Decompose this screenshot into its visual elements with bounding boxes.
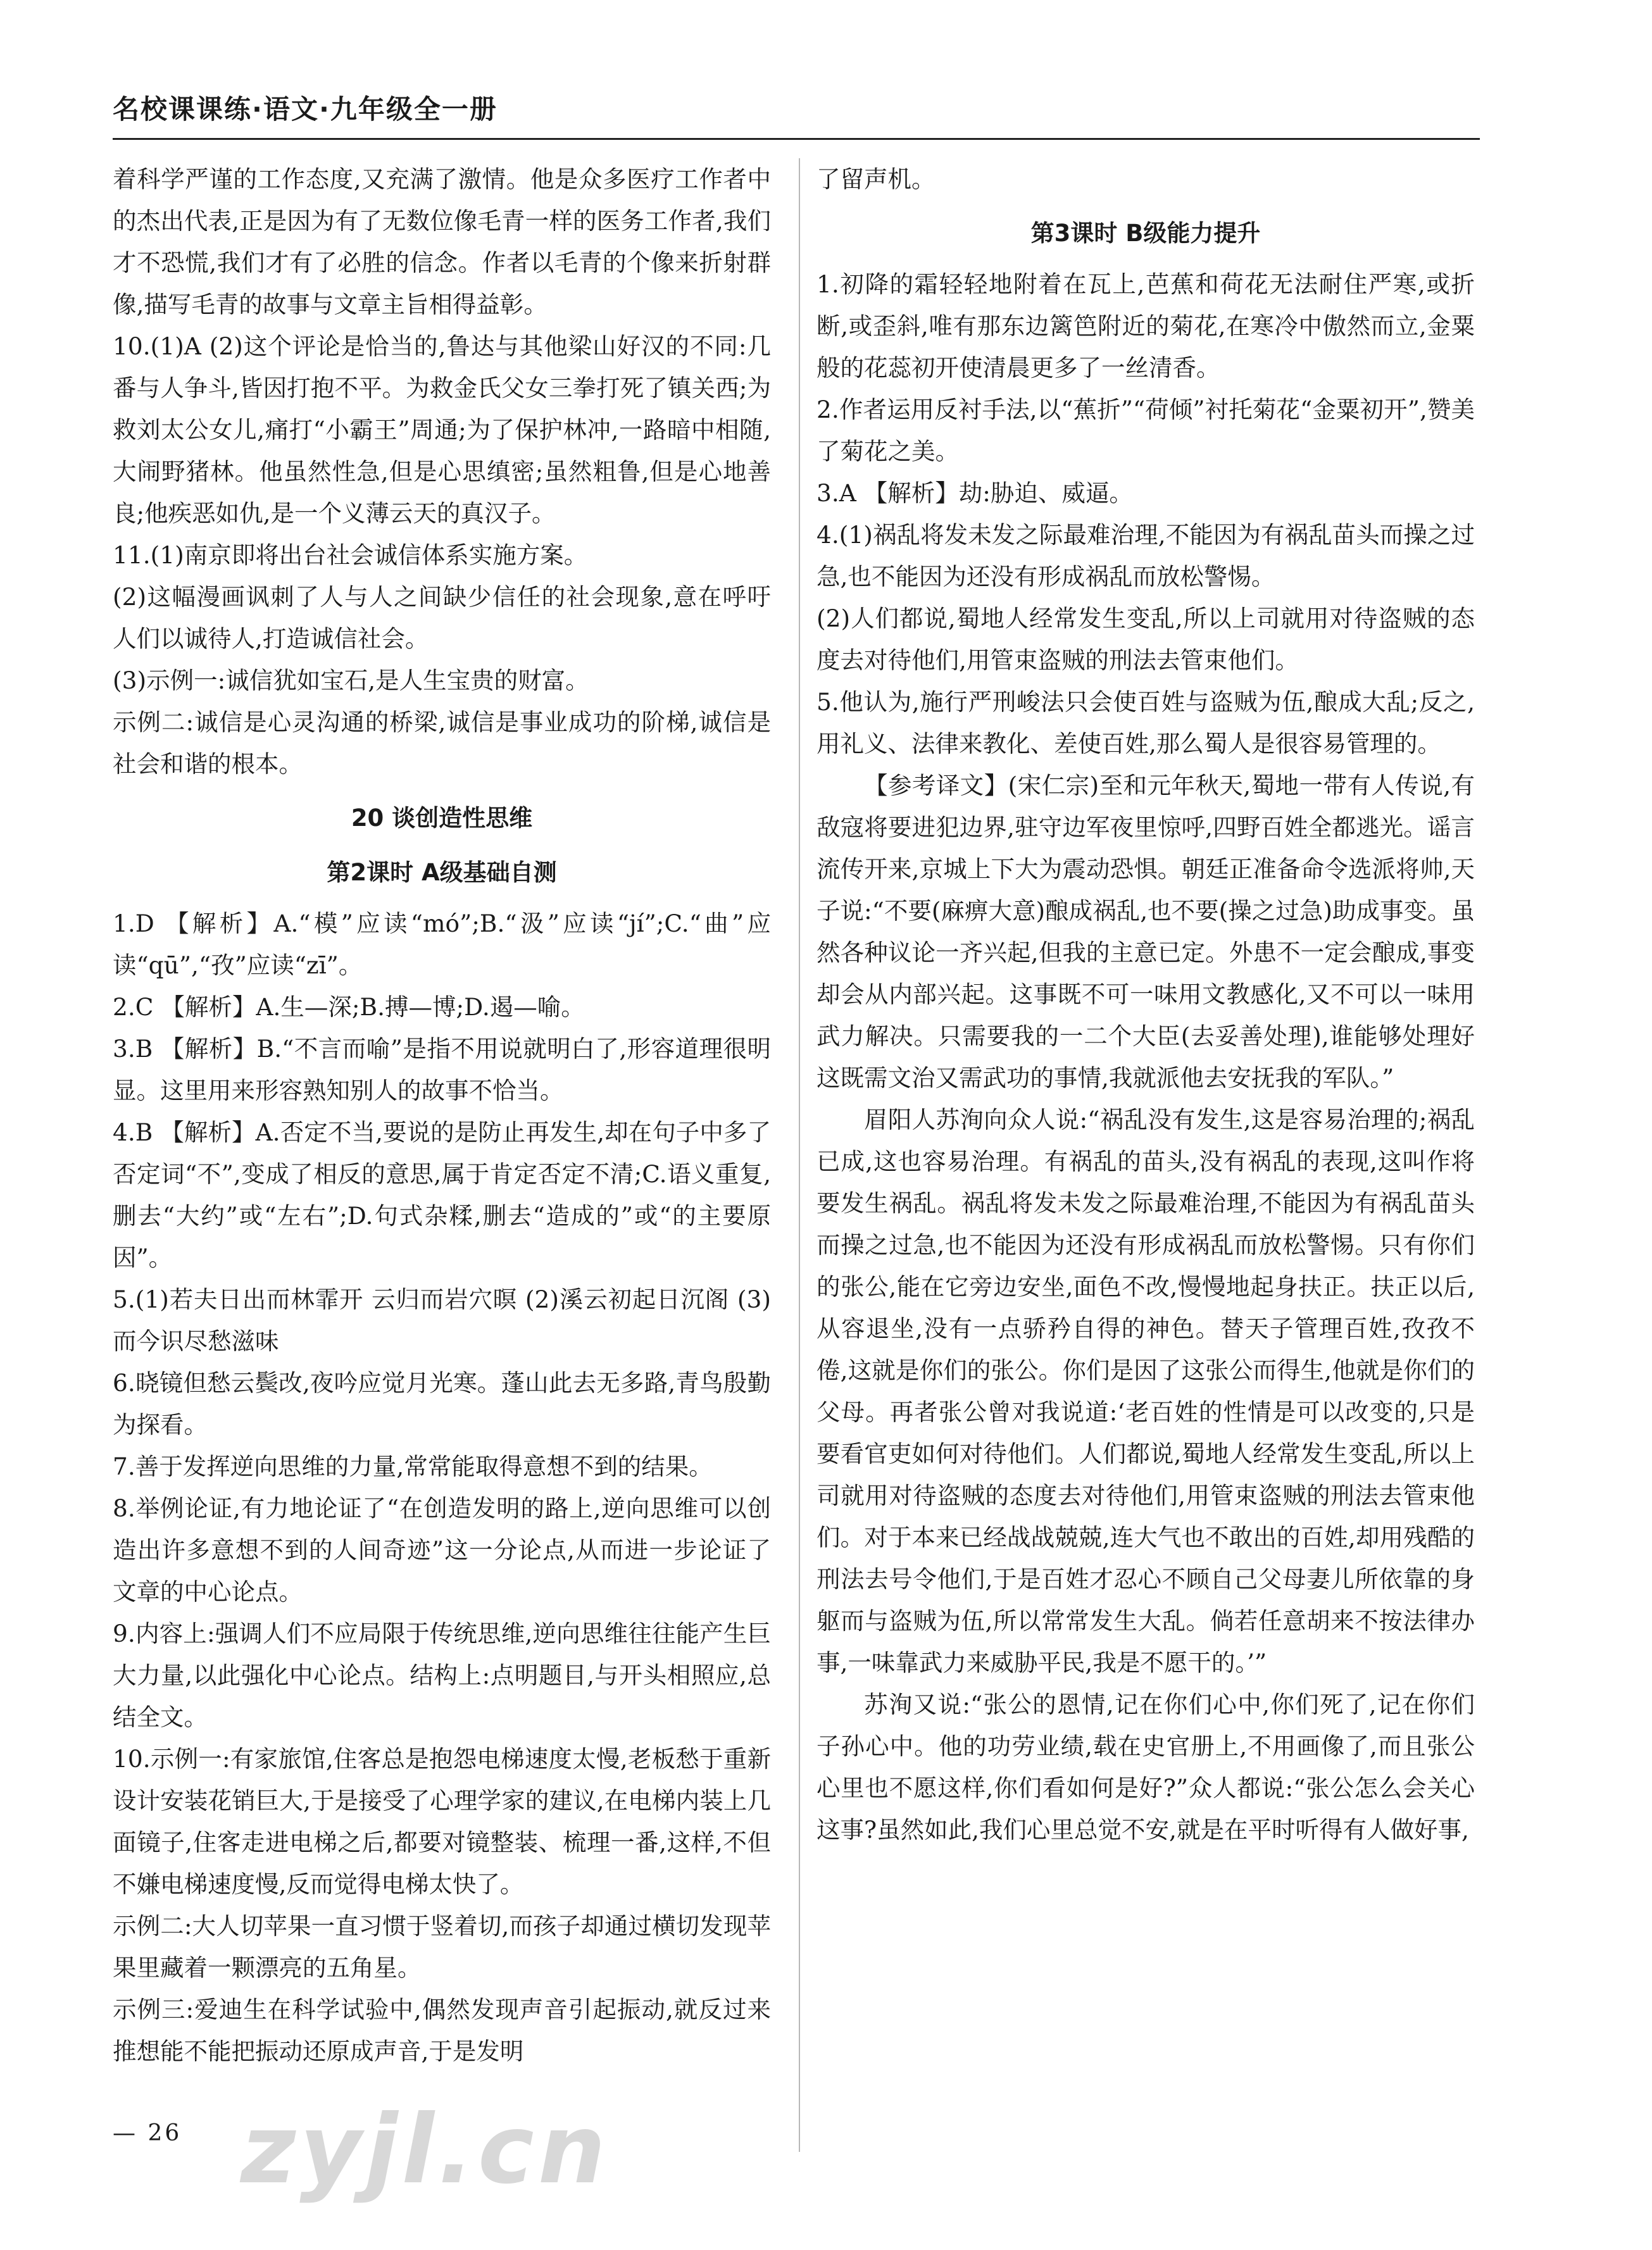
continuation-text: 了留声机。	[817, 165, 936, 193]
answer-item: 4.(1)祸乱将发未发之际最难治理,不能因为有祸乱苗头而操之过急,也不能因为还没有形成祸乱而放松警惕。	[817, 521, 1475, 591]
answer-item: 2.作者运用反衬手法,以“蕉折”“荷倾”衬托菊花“金粟初开”,赞美了菊花之美。	[817, 396, 1475, 465]
answer-item: 5.(1)若夫日出而林霏开 云归而岩穴暝 (2)溪云初起日沉阁 (3)而今识尽愁滋味	[113, 1285, 771, 1355]
translation-paragraph: 苏洵又说:“张公的恩情,记在你们心中,你们死了,记在你们子孙心中。他的功劳业绩,载在史官册上,不用画像了,而且张公心里也不愿这样,你们看如何是好?”众人都说:“张公怎么会关心这事?虽然如此,我们心里总觉不安,就是在平时听得有人做好事,	[817, 1691, 1475, 1844]
answer-item: 1.初降的霜轻轻地附着在瓦上,芭蕉和荷花无法耐住严寒,或折断,或歪斜,唯有那东边篱笆附近的菊花,在寒冷中傲然而立,金粟般的花蕊初开使清晨更多了一丝清香。	[817, 270, 1475, 382]
answer-paragraph: 着科学严谨的工作态度,又充满了激情。他是众多医疗工作者中的杰出代表,正是因为有了无数位像毛青一样的医务工作者,我们才不恐慌,我们才有了必胜的信念。作者以毛青的个像来折射群像,描写毛青的故事与文章主旨相得益彰。	[113, 165, 771, 318]
lesson-title: 第3课时 B级能力提升	[1030, 220, 1261, 247]
answer-paragraph: 10.(1)A (2)这个评论是恰当的,鲁达与其他梁山好汉的不同:几番与人争斗,皆因打抱不平。为救金氏父女三拳打死了镇关西;为救刘太公女儿,痛打“小霸王”周通;为了保护林冲,一路暗中相随,大闹野猪林。他虽然性急,但是心思缜密;虽然粗鲁,但是心地善良;他疾恶如仇,是一个义薄云天的真汉子。	[113, 332, 771, 527]
translation-paragraph: 眉阳人苏洵向众人说:“祸乱没有发生,这是容易治理的;祸乱已成,这也容易治理。有祸乱的苗头,没有祸乱的表现,这叫作将要发生祸乱。祸乱将发未发之际最难治理,不能因为有祸乱苗头而操之过急,也不能因为还没有形成祸乱而放松警惕。只有你们的张公,能在它旁边安坐,面色不改,慢慢地起身扶正。扶正以后,从容退坐,没有一点骄矜自得的神色。替天子管理百姓,孜孜不倦,这就是你们的张公。你们是因了这张公而得生,他就是你们的父母。再者张公曾对我说道:‘老百姓的性情是可以改变的,只是要看官吏如何对待他们。人们都说,蜀地人经常发生变乱,所以上司就用对待盗贼的态度去对待他们,用管束盗贼的刑法去管束他们。对于本来已经战战兢兢,连大气也不敢出的百姓,却用残酷的刑法去号令他们,于是百姓才忍心不顾自己父母妻儿所依靠的身躯而与盗贼为伍,所以常常发生大乱。倘若任意胡来不按法律办事,一味靠武力来威胁平民,我是不愿干的。’”	[817, 1106, 1475, 1677]
answer-item: 9.内容上:强调人们不应局限于传统思维,逆向思维往往能产生巨大力量,以此强化中心论点。结构上:点明题目,与开头相照应,总结全文。	[113, 1620, 771, 1731]
answer-item: 8.举例论证,有力地论证了“在创造发明的路上,逆向思维可以创造出许多意想不到的人间奇迹”这一分论点,从而进一步论证了文章的中心论点。	[113, 1494, 771, 1606]
left-column	[113, 158, 771, 2072]
answer-item: (2)人们都说,蜀地人经常发生变乱,所以上司就用对待盗贼的态度去对待他们,用管束盗贼的刑法去管束他们。	[817, 604, 1475, 674]
answer-item: 3.A 【解析】劫:胁迫、威逼。	[817, 479, 1133, 507]
section-title: 20 谈创造性思维	[351, 804, 533, 832]
answer-item: 5.他认为,施行严刑峻法只会使百姓与盗贼为伍,酿成大乱;反之,用礼义、法律来教化、差使百姓,那么蜀人是很容易管理的。	[817, 688, 1475, 758]
answer-paragraph: 11.(1)南京即将出台社会诚信体系实施方案。	[113, 541, 588, 569]
answer-item: 7.善于发挥逆向思维的力量,常常能取得意想不到的结果。	[113, 1453, 713, 1480]
answer-item: 6.晓镜但愁云鬓改,夜吟应觉月光寒。蓬山此去无多路,青鸟殷勤为探看。	[113, 1369, 771, 1439]
column-divider	[799, 158, 800, 2152]
answer-item: 2.C 【解析】A.生—深;B.搏—博;D.遏—喻。	[113, 993, 585, 1021]
answer-paragraph: (3)示例一:诚信犹如宝石,是人生宝贵的财富。	[113, 666, 589, 694]
answer-item: 10.示例一:有家旅馆,住客总是抱怨电梯速度太慢,老板愁于重新设计安装花销巨大,于是接受了心理学家的建议,在电梯内装上几面镜子,住客走进电梯之后,都要对镜整装、梳理一番,这样,不但不嫌电梯速度慢,反而觉得电梯太快了。	[113, 1745, 771, 1898]
answer-item: 3.B 【解析】B.“不言而喻”是指不用说就明白了,形容道理很明显。这里用来形容熟知别人的故事不恰当。	[113, 1035, 771, 1104]
page-number: — 26	[113, 2120, 182, 2146]
answer-item: 1.D 【解析】A.“模”应读“mó”;B.“汲”应读“jí”;C.“曲”应读“qū”,“孜”应读“zī”。	[113, 909, 771, 979]
answer-paragraph: 示例二:诚信是心灵沟通的桥梁,诚信是事业成功的阶梯,诚信是社会和谐的根本。	[113, 708, 771, 778]
lesson-title: 第2课时 A级基础自测	[327, 859, 557, 886]
header-rule	[113, 138, 1480, 140]
watermark: zyjl.cn	[241, 2095, 610, 2205]
answer-item: 示例三:爱迪生在科学试验中,偶然发现声音引起振动,就反过来推想能不能把振动还原成声音,于是发明	[113, 1996, 771, 2065]
translation-paragraph: 【参考译文】(宋仁宗)至和元年秋天,蜀地一带有人传说,有敌寇将要进犯边界,驻守边军夜里惊呼,四野百姓全都逃光。谣言流传开来,京城上下大为震动恐惧。朝廷正准备命令选派将帅,天子说:“不要(麻痹大意)酿成祸乱,也不要(操之过急)助成事变。虽然各种议论一齐兴起,但我的主意已定。外患不一定会酿成,事变却会从内部兴起。这事既不可一味用文教感化,又不可以一味用武力解决。只需要我的一二个大臣(去妥善处理),谁能够处理好这既需文治又需武功的事情,我就派他去安抚我的军队。”	[817, 772, 1475, 1092]
right-column	[817, 158, 1475, 1851]
header-title: 名校课课练·语文·九年级全一册	[113, 94, 497, 125]
answer-paragraph: (2)这幅漫画讽刺了人与人之间缺少信任的社会现象,意在呼吁人们以诚待人,打造诚信社会。	[113, 583, 771, 653]
running-header	[113, 89, 1480, 127]
answer-item: 4.B 【解析】A.否定不当,要说的是防止再发生,却在句子中多了否定词“不”,变成了相反的意思,属于肯定否定不清;C.语义重复,删去“大约”或“左右”;D.句式杂糅,删去“造成的”或“的主要原因”。	[113, 1118, 771, 1272]
answer-item: 示例二:大人切苹果一直习惯于竖着切,而孩子却通过横切发现苹果里藏着一颗漂亮的五角星。	[113, 1912, 771, 1982]
